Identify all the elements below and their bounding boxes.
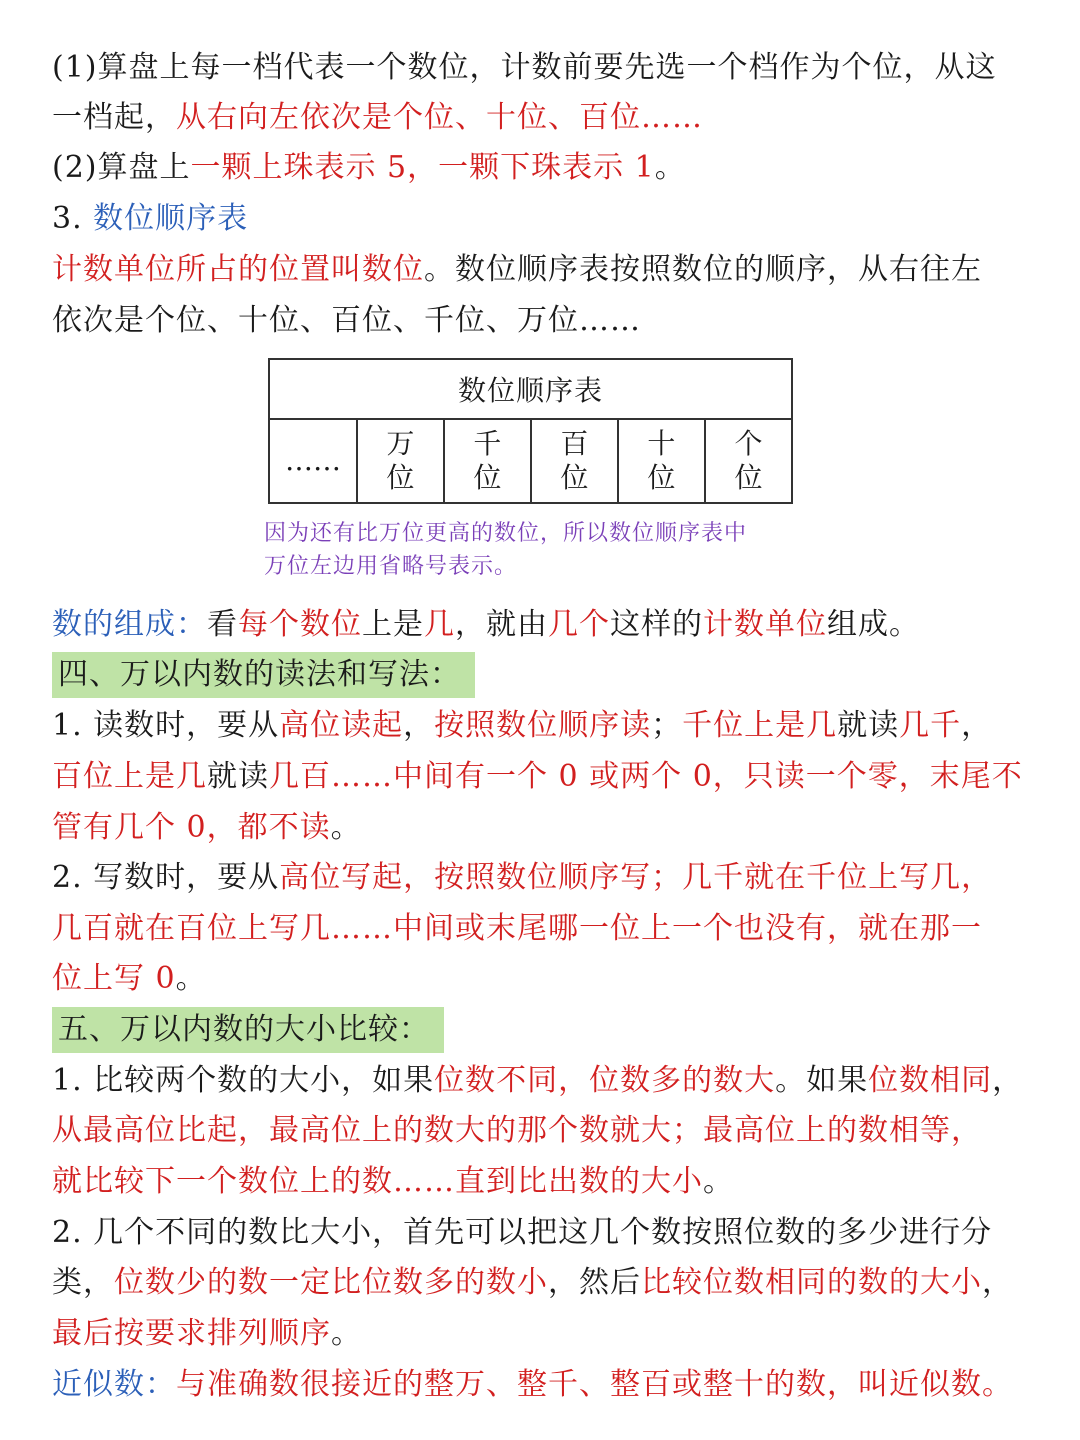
reading2-text-d: ……中间有一个 0 或两个 0，只读一个零，末尾不 xyxy=(331,759,1023,794)
writing-line-3 xyxy=(52,959,207,999)
multi-compare-line-3 xyxy=(52,1314,362,1354)
multi-compare-text-c: ，然后 xyxy=(548,1265,641,1300)
writing3-text: 位上写 0 xyxy=(52,961,176,996)
abacus-line-3 xyxy=(52,148,686,188)
composition-text-f: 几个 xyxy=(548,607,610,642)
multi-compare-text-b: 位数少的数一定比位数多的数小 xyxy=(114,1265,548,1300)
composition-text-g: 这样的 xyxy=(610,607,703,642)
multi-compare-text-d: 比较位数相同的数的大小 xyxy=(641,1265,982,1300)
composition-colon: ： xyxy=(176,607,207,642)
writing3-end: 。 xyxy=(175,961,207,996)
compare-text-b: 位数不同，位数多的数大 xyxy=(434,1063,776,1098)
order-definition-list: 依次是个位、十位、百位、千位、万位…… xyxy=(52,303,641,338)
section-4-heading: 四、万以内数的读法和写法： xyxy=(52,652,475,698)
table-cell-ellipsis-text: …… xyxy=(284,444,341,477)
writing-text-b: 高位写起，按照数位顺序写；几千就在千位上写几， xyxy=(279,860,993,895)
reading-text-e: ； xyxy=(651,708,683,743)
reading-text-b: 高位读起 xyxy=(279,708,404,743)
table-cell-wan xyxy=(357,419,444,503)
compare-line-2 xyxy=(52,1111,982,1151)
order-definition-black: 。数位顺序表按照数位的顺序，从右往左 xyxy=(424,252,982,287)
reading2-text-c: 几百 xyxy=(269,759,331,794)
order-section-heading xyxy=(52,199,248,239)
order-definition-line-1 xyxy=(52,250,982,290)
abacus-line-1 xyxy=(52,48,997,88)
approx-label: 近似数 xyxy=(52,1367,145,1402)
compare3-end: 。 xyxy=(703,1164,734,1199)
reading-text-f: 千位上是几 xyxy=(682,708,838,743)
abacus-bead-text: 一颗上珠表示 5，一颗下珠表示 1 xyxy=(190,150,655,185)
approx-colon: ： xyxy=(145,1367,176,1402)
abacus-bead-label: (2)算盘上 xyxy=(52,150,191,185)
approx-line xyxy=(52,1365,1013,1405)
place-value-table-header: 数位顺序表 xyxy=(269,359,792,419)
compare-text-a: 1. 比较两个数的大小，如果 xyxy=(52,1063,435,1098)
compare-text-e: ， xyxy=(992,1063,1024,1098)
writing-line-2 xyxy=(52,909,982,949)
reading2-text-b: 就读 xyxy=(207,759,269,794)
abacus-direction-text: 从右向左依次是个位、十位、百位…… xyxy=(176,100,703,135)
writing-text-a: 2. 写数时，要从 xyxy=(52,860,280,895)
composition-text-d: 几 xyxy=(424,607,455,642)
reading-line-2 xyxy=(52,757,1023,797)
table-cell-wan-text: 万位 xyxy=(386,427,415,494)
table-cell-bai xyxy=(531,419,618,503)
reading-text-c: ， xyxy=(403,708,435,743)
composition-text-e: ，就由 xyxy=(455,607,548,642)
composition-text-a: 看 xyxy=(207,607,238,642)
abacus-bead-end: 。 xyxy=(654,150,686,185)
table-cell-bai-text: 百位 xyxy=(560,427,589,494)
compare-text-c: 。如果 xyxy=(775,1063,869,1098)
reading3-text: 管有几个 0，都不读 xyxy=(52,810,331,845)
compare-line-1 xyxy=(52,1061,1023,1101)
order-section-number: 3. xyxy=(52,201,94,236)
multi-compare-line-1 xyxy=(52,1213,992,1253)
reading-text-h: 几千 xyxy=(899,708,962,743)
approx-text: 与准确数很接近的整万、整千、整百或整十的数，叫近似数。 xyxy=(176,1367,1013,1402)
place-value-table xyxy=(268,358,793,504)
multi-compare-line-2 xyxy=(52,1263,1013,1303)
order-definition-red: 计数单位所占的位置叫数位 xyxy=(52,252,424,287)
table-cell-qian xyxy=(444,419,531,503)
multi-compare-end: 。 xyxy=(331,1316,362,1351)
abacus-rule-text-2: 一档起， xyxy=(52,100,176,135)
multi-compare-text-e: ， xyxy=(982,1265,1013,1300)
multi-compare-text-1: 2. 几个不同的数比大小，首先可以把这几个数按照位数的多少进行分 xyxy=(52,1215,993,1250)
composition-text-i: 组成。 xyxy=(827,607,920,642)
table-note-line-2: 万位左边用省略号表示。 xyxy=(264,554,518,579)
writing-line-1 xyxy=(52,858,992,898)
composition-text-b: 每个数位 xyxy=(238,607,362,642)
compare3-text: 就比较下一个数位上的数……直到比出数的大小 xyxy=(52,1164,703,1199)
composition-line xyxy=(52,605,920,645)
reading-text-g: 就读 xyxy=(837,708,900,743)
composition-text-c: 上是 xyxy=(362,607,424,642)
reading-text-d: 按照数位顺序读 xyxy=(434,708,652,743)
table-cell-ellipsis xyxy=(269,419,357,503)
abacus-rule-text: (1)算盘上每一档代表一个数位，计数前要先选一个档作为个位，从这 xyxy=(52,50,997,85)
table-cell-ge-text: 个位 xyxy=(734,427,763,494)
writing2-text: 几百就在百位上写几……中间或末尾哪一位上一个也没有，就在那一 xyxy=(52,911,982,946)
table-cell-qian-text: 千位 xyxy=(473,427,502,494)
table-cell-shi xyxy=(618,419,705,503)
reading-line-1 xyxy=(52,706,992,746)
section-5-heading: 五、万以内数的大小比较： xyxy=(52,1007,444,1053)
table-cell-shi-text: 十位 xyxy=(647,427,676,494)
compare-text-d: 位数相同 xyxy=(868,1063,993,1098)
reading3-end: 。 xyxy=(330,810,362,845)
order-definition-line-2 xyxy=(52,301,641,341)
multi-compare-text-a: 类， xyxy=(52,1265,114,1300)
table-note-line-1: 因为还有比万位更高的数位，所以数位顺序表中 xyxy=(264,521,748,546)
abacus-line-2 xyxy=(52,98,703,138)
reading2-text-a: 百位上是几 xyxy=(52,759,207,794)
reading-text-i: ， xyxy=(961,708,993,743)
reading-text-a: 1. 读数时，要从 xyxy=(52,708,280,743)
order-section-title: 数位顺序表 xyxy=(93,201,249,236)
multi-compare-text-3: 最后按要求排列顺序 xyxy=(52,1316,331,1351)
compare2-text: 从最高位比起，最高位上的数大的那个数就大；最高位上的数相等， xyxy=(52,1113,982,1148)
compare-line-3 xyxy=(52,1162,734,1202)
reading-line-3 xyxy=(52,808,362,848)
table-cell-ge xyxy=(705,419,792,503)
composition-text-h: 计数单位 xyxy=(703,607,827,642)
composition-label: 数的组成 xyxy=(52,607,176,642)
place-value-table-row xyxy=(269,419,792,503)
